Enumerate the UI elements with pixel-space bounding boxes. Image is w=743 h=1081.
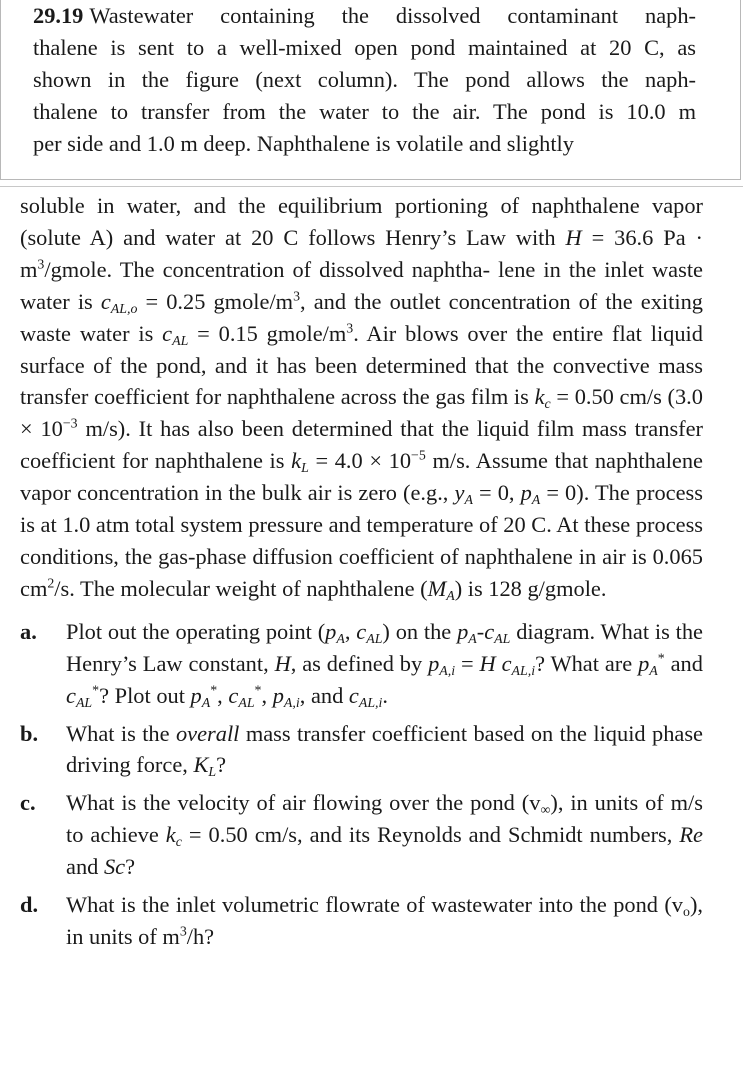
part-b-text: What is the overall mass transfer coefficient based on the liquid phase driving force, $K_L$?	[66, 720, 703, 781]
part-c-label: c.	[20, 790, 36, 816]
intro-line-3: shown in the figure (next column). The pond allows the naph-	[33, 66, 696, 92]
intro-line-2: thalene is sent to a well-mixed open pond maintained at 20 C, as	[33, 34, 696, 60]
problem-paragraph: soluble in water, and the equilibrium portioning of naphthalene vapor (solute A) and water at 20 C follows Henry’s Law with H = 36.6 $Pa \cdot m^3$/gmole. The concentration of dissolved naphtha- lene in the inlet waste water is $c_{AL,o} = 0.25$ gmole/$m^3$, and the outlet concentration of the exiting waste water is $c_{AL} = 0.15$ gmole/$m^3$. Air blows over the entire flat liquid surface of the pond, and it has been determined that the convective mass transfer coefficient for naphthalene across the gas film is $k_c = 0.50$ cm/s ($3.0 \times 10^{-3}$ m/s). It has also been determined that the liquid film mass transfer coefficient for naphthalene is $k_L = 4.0 \times 10^{-5}$ m/s. Assume that naphthalene vapor concentration in the bulk air is zero (e.g., $y_A = 0$, $p_A = 0$). The process is at 1.0 atm total system pressure and temperature of 20 C. At these process conditions, the gas-phase diffusion coefficient of naphthalene in air is 0.065 $cm^2/s$. The molecular weight of naphthalene $(M_A)$ is 128 g/gmole.	[20, 193, 704, 604]
part-b-label: b.	[20, 720, 39, 746]
page-divider	[0, 186, 743, 187]
problem-intro	[33, 0, 696, 160]
intro-line-1	[33, 0, 696, 32]
intro-line-4: thalene to transfer from the water to the air. The pond is 10.0 m	[33, 98, 696, 124]
problem-body	[20, 190, 703, 953]
part-a	[20, 616, 703, 712]
problem-number: 29.19	[33, 3, 84, 28]
part-c-text: What is the velocity of air flowing over the pond $(v_\infty)$, in units of m/s to achieve $k_c = 0.50$ cm/s, and its Reynolds and Schmidt numbers, Re and Sc?	[66, 790, 703, 880]
part-a-text: Plot out the operating point ($p_A$, $c_{AL}$) on the $p_A-c_{AL}$ diagram. What is the Henry’s Law constant, H, as defined by $p_{A,i} = H$ $c_{AL,i}$? What are $p_A^*$ and $c_{AL}^*$? Plot out $p_A^*$, $c_{AL}^*$, $p_{A,i}$, and $c_{AL,i}$.	[66, 618, 703, 711]
part-b	[20, 718, 703, 782]
part-d	[20, 889, 703, 953]
problem-header-box	[0, 0, 741, 180]
part-c	[20, 787, 703, 883]
part-a-label: a.	[20, 618, 37, 644]
part-d-label: d.	[20, 892, 39, 918]
intro-text: Wastewater containing the dissolved contaminant naph-	[89, 3, 696, 28]
intro-line-5: per side and 1.0 m deep. Naphthalene is volatile and slightly	[33, 130, 574, 156]
part-d-text: What is the inlet volumetric flowrate of wastewater into the pond $(v_o)$, in units of $m^3/h$?	[66, 892, 703, 949]
